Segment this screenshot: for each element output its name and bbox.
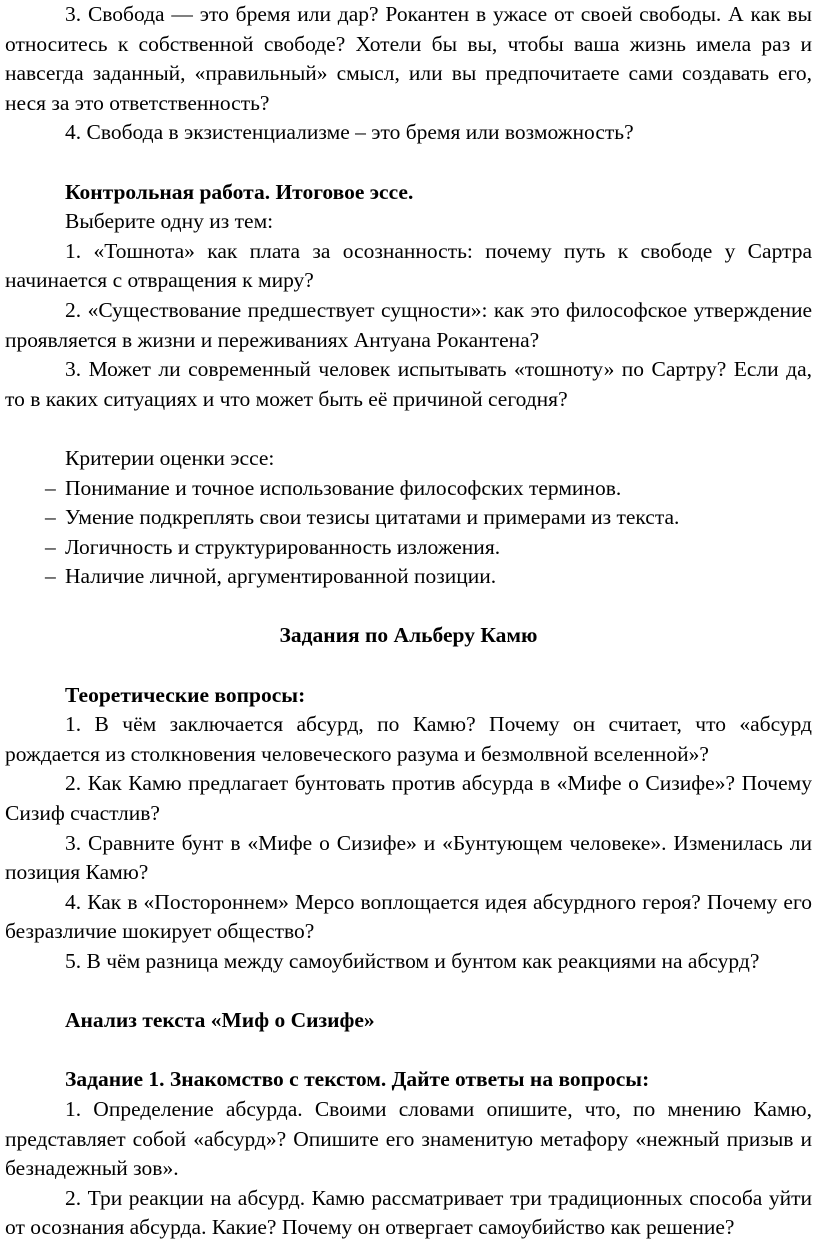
criteria-heading: Критерии оценки эссе: — [65, 445, 275, 470]
dash-marker: – — [45, 475, 56, 500]
task1-heading: Задание 1. Знакомство с текстом. Дайте ответы на вопросы: — [65, 1067, 650, 1092]
essay-topic-1: 1. «Тошнота» как плата за осознанность: почему путь к свободе у Сартра начинается с отвращения к миру? — [5, 238, 812, 293]
analysis-heading: Анализ текста «Миф о Сизифе» — [65, 1008, 375, 1033]
spacer — [5, 651, 812, 681]
question-3-freedom: 3. Свобода — это бремя или дар? Рокантен в ужасе от своей свободы. А как вы относитесь к собственной свободе? Хотели бы вы, чтобы ваша жизнь имела раз и навсегда заданный, «правильный» смысл, или вы предпочитаете сами создавать его, неся за это ответственность? — [5, 2, 812, 115]
dash-marker: – — [45, 564, 56, 589]
theory-question-3: 3. Сравните бунт в «Мифе о Сизифе» и «Бунтующем человеке». Изменилась ли позиция Камю? — [5, 830, 812, 885]
criteria-item — [5, 533, 812, 563]
spacer — [5, 977, 812, 1007]
spacer — [5, 148, 812, 178]
criteria-item-text: Умение подкреплять свои тезисы цитатами и примерами из текста. — [65, 505, 680, 530]
theory-question-2: 2. Как Камю предлагает бунтовать против абсурда в «Мифе о Сизифе»? Почему Сизиф счастлив? — [5, 771, 812, 826]
theory-question-5: 5. В чём разница между самоубийством и бунтом как реакциями на абсурд? — [65, 949, 760, 973]
theory-question-4: 4. Как в «Постороннем» Мерсо воплощается идея абсурдного героя? Почему его безразличие шокирует общество? — [5, 889, 812, 944]
dash-marker: – — [45, 534, 56, 559]
theory-heading: Теоретические вопросы: — [65, 682, 306, 707]
spacer — [5, 592, 812, 622]
task1-item-1: 1. Определение абсурда. Своими словами опишите, что, по мнению Камю, представляет собой «абсурд»? Опишите его знаменитую метафору «нежный призыв и безнадежный зов». — [5, 1096, 812, 1181]
criteria-item-text: Наличие личной, аргументированной позиции. — [65, 564, 497, 589]
criteria-item — [5, 474, 812, 504]
criteria-item-text: Логичность и структурированность изложения. — [65, 534, 501, 559]
essay-topic-2: 2. «Существование предшествует сущности»: как это философское утверждение проявляется в жизни и переживаниях Антуана Рокантена? — [5, 297, 812, 352]
criteria-item — [5, 503, 812, 533]
essay-heading: Контрольная работа. Итоговое эссе. — [65, 179, 414, 204]
spacer — [5, 414, 812, 444]
dash-marker: – — [45, 505, 56, 530]
criteria-item — [5, 562, 812, 592]
criteria-item-text: Понимание и точное использование философских терминов. — [65, 475, 622, 500]
spacer — [5, 1036, 812, 1066]
camus-section-title: Задания по Альберу Камю — [279, 623, 538, 648]
task1-item-2: 2. Три реакции на абсурд. Камю рассматривает три традиционных способа уйти от осознания абсурда. Какие? Почему он отвергает самоубийство как решение? — [5, 1185, 812, 1240]
essay-choose-text: Выберите одну из тем: — [65, 209, 274, 234]
question-4-freedom: 4. Свобода в экзистенциализме – это бремя или возможность? — [65, 120, 634, 145]
essay-topic-3: 3. Может ли современный человек испытывать «тошноту» по Сартру? Если да, то в каких ситуациях и что может быть её причиной сегодня? — [5, 357, 812, 411]
theory-question-1: 1. В чём заключается абсурд, по Камю? Почему он считает, что «абсурд рождается из столкновения человеческого разума и безмолвной вселенной»? — [5, 712, 812, 766]
